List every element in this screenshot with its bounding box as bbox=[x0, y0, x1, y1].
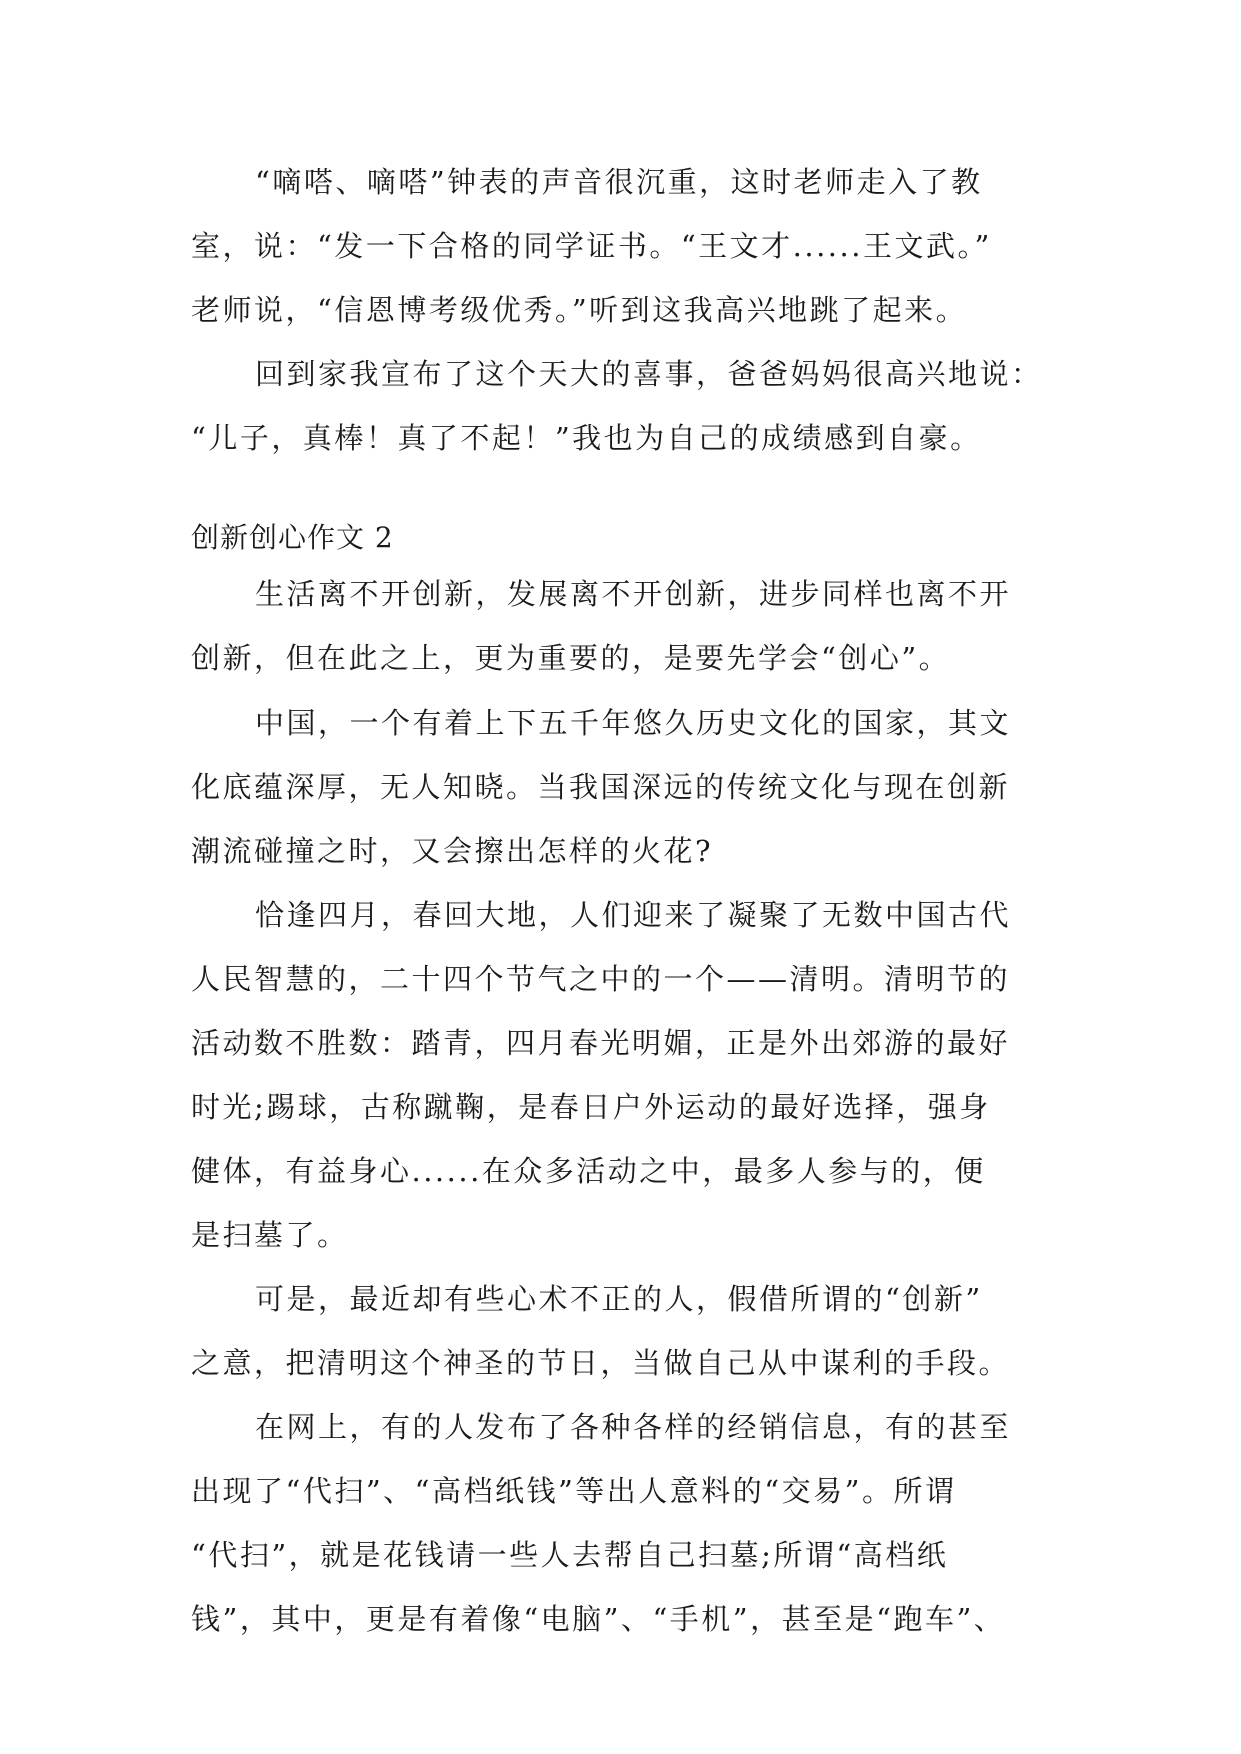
paragraph-line: 回到家我宣布了这个天大的喜事，爸爸妈妈很高兴地说： bbox=[255, 357, 1043, 391]
paragraph-line: 可是，最近却有些心术不正的人，假借所谓的“创新” bbox=[255, 1282, 983, 1316]
paragraph-line: 生活离不开创新，发展离不开创新，进步同样也离不开 bbox=[255, 577, 1012, 611]
paragraph-line: 中国，一个有着上下五千年悠久历史文化的国家，其文 bbox=[255, 706, 1012, 740]
paragraph-line: “代扫”，就是花钱请一些人去帮自己扫墓;所谓“高档纸 bbox=[191, 1538, 949, 1572]
paragraph-line: 室，说：“发一下合格的同学证书。“王文才......王文武。” bbox=[191, 229, 992, 263]
paragraph-line: 时光;踢球，古称蹴鞠，是春日户外运动的最好选择，强身 bbox=[191, 1090, 991, 1124]
paragraph-line: 老师说，“信恩博考级优秀。”听到这我高兴地跳了起来。 bbox=[191, 293, 968, 327]
paragraph-line: 出现了“代扫”、“高档纸钱”等出人意料的“交易”。所谓 bbox=[191, 1474, 957, 1508]
paragraph-line: 创新，但在此之上，更为重要的，是要先学会“创心”。 bbox=[191, 641, 951, 675]
paragraph-line: 化底蕴深厚，无人知晓。当我国深远的传统文化与现在创新 bbox=[191, 770, 1011, 804]
paragraph-line: 恰逢四月，春回大地，人们迎来了凝聚了无数中国古代 bbox=[255, 898, 1012, 932]
paragraph-line: 钱”，其中，更是有着像“电脑”、“手机”，甚至是“跑车”、 bbox=[191, 1602, 1006, 1636]
paragraph-line: 健体，有益身心......在众多活动之中，最多人参与的，便 bbox=[191, 1154, 986, 1188]
paragraph-line: 之意，把清明这个神圣的节日，当做自己从中谋利的手段。 bbox=[191, 1346, 1011, 1380]
paragraph-line: “嘀嗒、嘀嗒”钟表的声音很沉重，这时老师走入了教 bbox=[255, 165, 983, 199]
section-title: 创新创心作文 2 bbox=[191, 521, 394, 554]
paragraph-line: “儿子，真棒！真了不起！”我也为自己的成绩感到自豪。 bbox=[191, 421, 982, 455]
paragraph-line: 人民智慧的，二十四个节气之中的一个——清明。清明节的 bbox=[191, 962, 1011, 996]
paragraph-line: 活动数不胜数：踏青，四月春光明媚，正是外出郊游的最好 bbox=[191, 1026, 1011, 1060]
paragraph-line: 潮流碰撞之时，又会擦出怎样的火花? bbox=[191, 834, 714, 868]
paragraph-line: 是扫墓了。 bbox=[191, 1218, 349, 1252]
paragraph-line: 在网上，有的人发布了各种各样的经销信息，有的甚至 bbox=[255, 1410, 1012, 1444]
